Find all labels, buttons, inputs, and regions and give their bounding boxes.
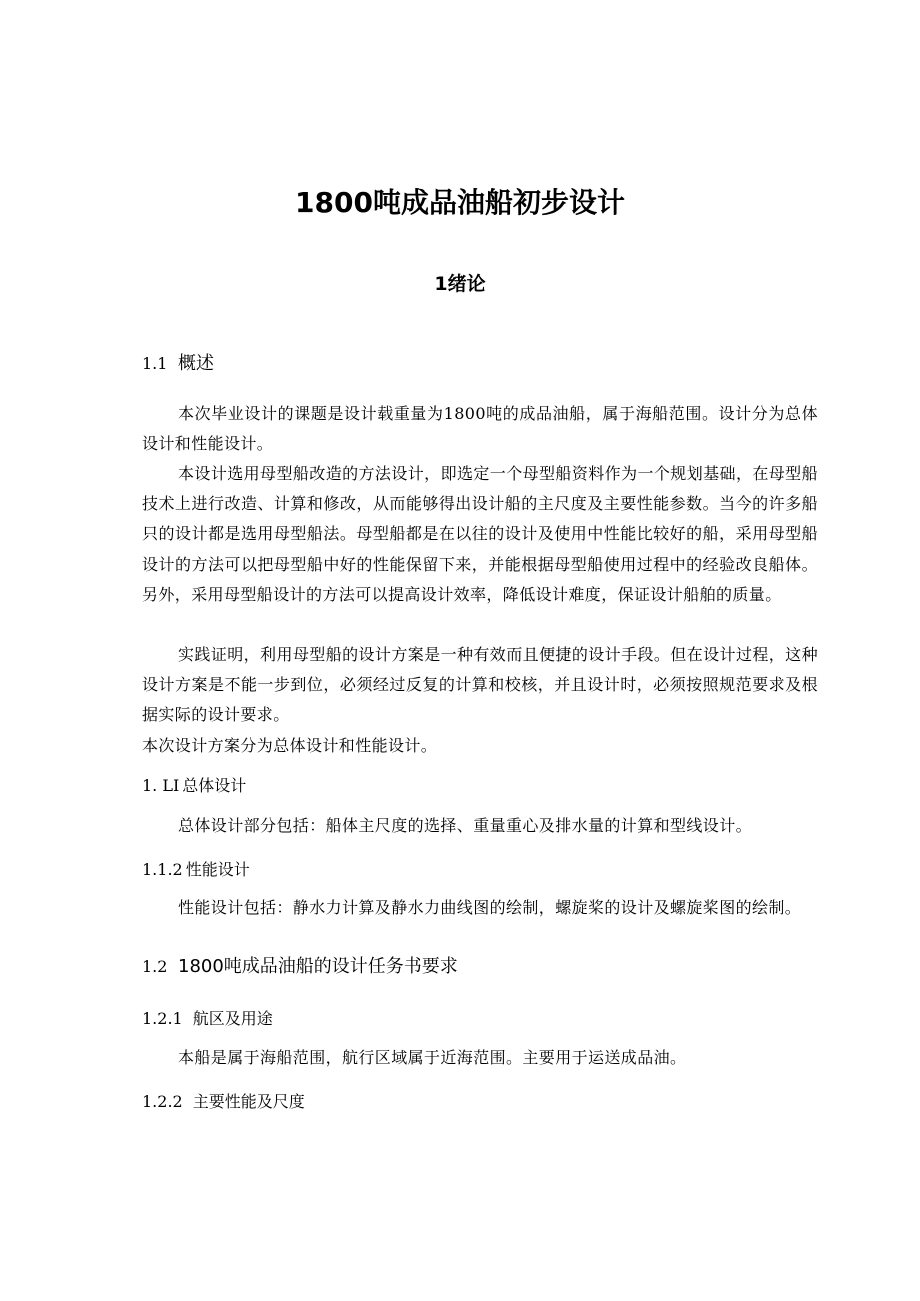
paragraph-2: 本设计选用母型船改造的方法设计，即选定一个母型船资料作为一个规划基础，在母型船技术上进行改造、计算和修改，从而能够得出设计船的主尺度及主要性能参数。当今的许多船只的设计都是选用母型船法。母型船都是在以往的设计及使用中性能比较好的船，采用母型船设计的方法可以把母型船中好的性能保留下来，并能根据母型船使用过程中的经验改良船体。另外，采用母型船设计的方法可以提高设计效率，降低设计难度，保证设计船舶的质量。 [142,464,818,604]
section-title: 概述 [178,353,214,374]
subsection-heading-1-1-1 [142,773,246,799]
section-heading-1-2 [142,953,458,981]
subsection-heading-1-2-1 [142,1006,273,1032]
section-number: 1.2 [142,957,168,976]
subsection-number: 1.2.2 [142,1092,183,1111]
subsection-title: 性能设计 [185,860,250,879]
subsection-heading-1-1-2 [142,857,250,883]
section-number: 1.1 [142,354,168,373]
paragraph-5: 总体设计部分包括：船体主尺度的选择、重量重心及排水量的计算和型线设计。 [178,816,753,835]
section-heading-1-1 [142,350,214,378]
paragraph-7: 本船是属于海船范围，航行区域属于近海范围。主要用于运送成品油。 [178,1048,687,1067]
paragraph-1: 本次毕业设计的课题是设计载重量为1800吨的成品油船，属于海船范围。设计分为总体设计和性能设计。 [142,404,818,454]
document-title: 1800吨成品油船初步设计 [295,186,625,219]
subsection-heading-1-2-2 [142,1089,305,1115]
subsection-title: 总体设计 [182,776,247,795]
subsection-title: 主要性能及尺度 [192,1092,305,1111]
subsection-number: 1.1.2 [142,860,183,879]
chapter-heading: 1绪论 [434,273,486,295]
paragraph-3: 实践证明，利用母型船的设计方案是一种有效而且便捷的设计手段。但在设计过程，这种设计方案是不能一步到位，必须经过反复的计算和校核，并且设计时，必须按照规范要求及根据实际的设计要求。 [142,645,818,725]
paragraph-6: 性能设计包括：静水力计算及静水力曲线图的绘制，螺旋桨的设计及螺旋桨图的绘制。 [178,898,802,917]
paragraph-4: 本次设计方案分为总体设计和性能设计。 [142,736,438,755]
subsection-title: 航区及用途 [192,1009,273,1028]
subsection-number: 1. LI [142,776,180,795]
section-title: 1800吨成品油船的设计任务书要求 [178,956,458,977]
subsection-number: 1.2.1 [142,1009,183,1028]
